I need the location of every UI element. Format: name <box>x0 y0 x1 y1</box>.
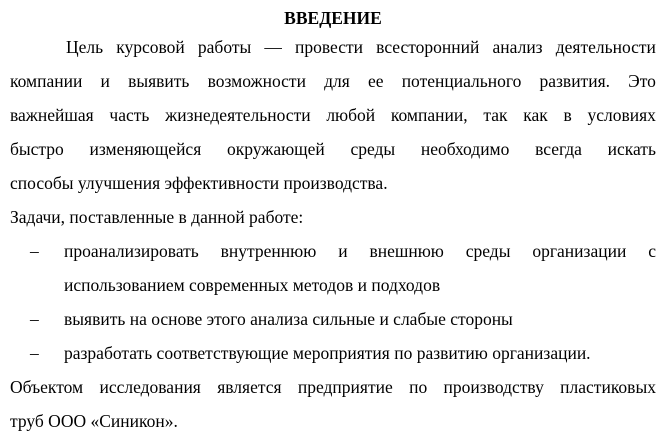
word: исследования <box>99 377 201 397</box>
word: Цель <box>66 37 104 57</box>
word: с <box>648 241 656 261</box>
tasks-intro: Задачи, поставленные в данной работе: <box>10 207 304 227</box>
word: производству <box>443 377 544 397</box>
word: условиях <box>587 105 656 125</box>
list-item-line: выявить на основе этого анализа сильные и слабые стороны <box>64 309 513 329</box>
word: пластиковых <box>560 377 656 397</box>
word: выявить <box>128 71 190 91</box>
list-item <box>10 302 656 336</box>
word: внутреннюю <box>220 241 317 261</box>
word: в <box>563 105 572 125</box>
object-paragraph <box>10 370 656 438</box>
word: компании, <box>390 105 468 125</box>
word: деятельности <box>555 37 656 57</box>
list-dash: – <box>30 241 39 261</box>
word: организации <box>532 241 627 261</box>
intro-paragraph <box>10 30 656 200</box>
intro-line: способы улучшения эффективности производства. <box>10 173 388 193</box>
word: потенциального <box>401 71 522 91</box>
word: важнейшая <box>10 105 94 125</box>
word: и <box>338 241 348 261</box>
word: ее <box>367 71 384 91</box>
word: жизнедеятельности <box>165 105 311 125</box>
word: как <box>523 105 548 125</box>
list-item-line <box>10 234 656 268</box>
word: окружающей <box>226 139 325 159</box>
word: среды <box>465 241 511 261</box>
word: всесторонний <box>376 37 480 57</box>
word: развития. <box>539 71 610 91</box>
object-line <box>10 370 656 404</box>
list-item-line: разработать соответствующие мероприятия по развитию организации. <box>64 343 591 363</box>
word: провести <box>295 37 364 57</box>
intro-line <box>10 132 656 166</box>
word: быстро <box>10 139 64 159</box>
word: является <box>217 377 282 397</box>
word: по <box>409 377 428 397</box>
word: — <box>264 37 282 57</box>
word: изменяющейся <box>89 139 202 159</box>
tasks-list <box>10 234 656 370</box>
word: и <box>100 71 110 91</box>
word: возможности <box>207 71 306 91</box>
intro-line <box>10 30 656 64</box>
word: среды <box>350 139 396 159</box>
heading: ВВЕДЕНИЕ <box>284 8 382 28</box>
word: так <box>483 105 508 125</box>
list-item <box>10 336 656 370</box>
list-dash: – <box>30 343 39 363</box>
word: всегда <box>535 139 582 159</box>
word: Объектом <box>10 377 84 397</box>
object-line: труб ООО «Синикон». <box>10 411 178 431</box>
list-dash: – <box>30 309 39 329</box>
document-page <box>10 6 656 438</box>
word: часть <box>109 105 150 125</box>
word: внешнюю <box>369 241 444 261</box>
word: работы <box>197 37 252 57</box>
word: проанализировать <box>64 241 199 261</box>
word: для <box>324 71 350 91</box>
word: необходимо <box>420 139 510 159</box>
word: любой <box>326 105 376 125</box>
intro-line <box>10 98 656 132</box>
list-item <box>10 234 656 302</box>
word: курсовой <box>116 37 185 57</box>
word: компании <box>10 71 83 91</box>
word: анализ <box>492 37 543 57</box>
word: предприятие <box>297 377 393 397</box>
list-item-line: использованием современных методов и подходов <box>64 275 441 295</box>
intro-line <box>10 64 656 98</box>
word: Это <box>628 71 656 91</box>
word: искать <box>607 139 656 159</box>
